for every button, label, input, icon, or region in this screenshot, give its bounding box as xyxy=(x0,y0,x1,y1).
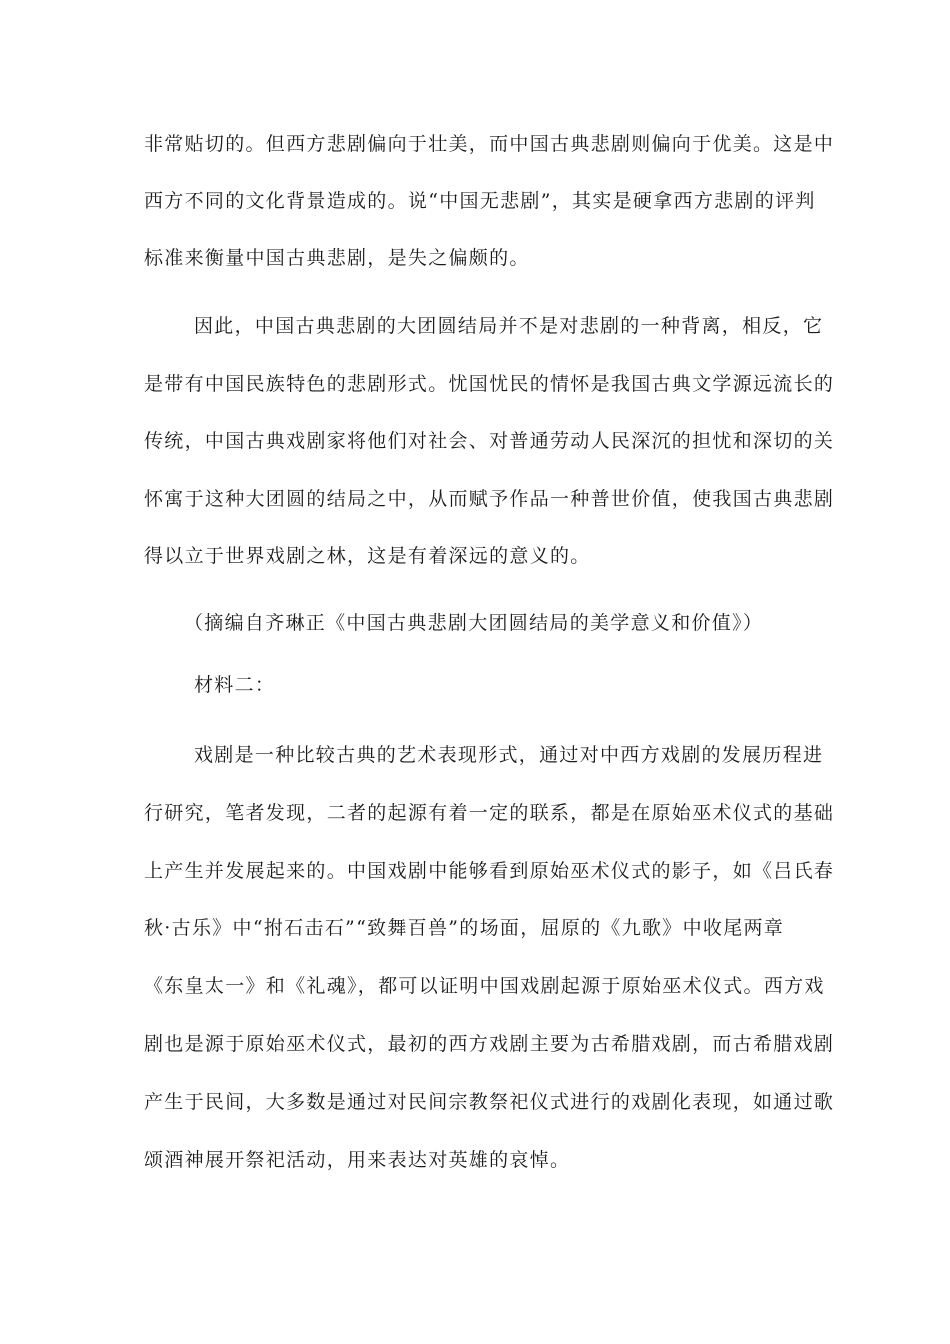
paragraph-line: 颂酒神展开祭祀活动，用来表达对英雄的哀悼。 xyxy=(144,1149,571,1171)
paragraph-line: 非常贴切的。但西方悲剧偏向于壮美，而中国古典悲剧则偏向于优美。这是中 xyxy=(144,133,835,155)
paragraph-line: 戏剧是一种比较古典的艺术表现形式，通过对中西方戏剧的发展历程进 xyxy=(194,744,824,766)
paragraph-line: 是带有中国民族特色的悲剧形式。忧国忧民的情怀是我国古典文学源远流长的 xyxy=(144,373,835,395)
paragraph-line: 因此，中国古典悲剧的大团圆结局并不是对悲剧的一种背离，相反，它 xyxy=(194,315,824,337)
paragraph-line: 行研究，笔者发现，二者的起源有着一定的联系，都是在原始巫术仪式的基础 xyxy=(144,802,835,824)
paragraph-line: 怀寓于这种大团圆的结局之中，从而赋予作品一种普世价值，使我国古典悲剧 xyxy=(144,488,835,510)
section-heading: 材料二： xyxy=(194,674,276,696)
paragraph-line: 得以立于世界戏剧之林，这是有着深远的意义的。 xyxy=(144,545,591,567)
paragraph-line: 标准来衡量中国古典悲剧，是失之偏颇的。 xyxy=(144,247,530,269)
paragraph-line: 西方不同的文化背景造成的。说“中国无悲剧”，其实是硬拿西方悲剧的评判 xyxy=(144,190,816,212)
source-citation: （摘编自齐琳正《中国古典悲剧大团圆结局的美学意义和价值》） xyxy=(184,612,764,634)
paragraph-line: 秋·古乐》中“拊石击石”“致舞百兽”的场面，屈原的《九歌》中收尾两章 xyxy=(144,917,785,939)
paragraph-line: 上产生并发展起来的。中国戏剧中能够看到原始巫术仪式的影子，如《吕氏春 xyxy=(144,860,835,882)
paragraph-line: 《东皇太一》和《礼魂》，都可以证明中国戏剧起源于原始巫术仪式。西方戏 xyxy=(144,975,825,997)
paragraph-line: 传统，中国古典戏剧家将他们对社会、对普通劳动人民深沉的担忧和深切的关 xyxy=(144,430,835,452)
paragraph-line: 产生于民间，大多数是通过对民间宗教祭祀仪式进行的戏剧化表现，如通过歌 xyxy=(144,1091,835,1113)
paragraph-line: 剧也是源于原始巫术仪式，最初的西方戏剧主要为古希腊戏剧，而古希腊戏剧 xyxy=(144,1033,835,1055)
